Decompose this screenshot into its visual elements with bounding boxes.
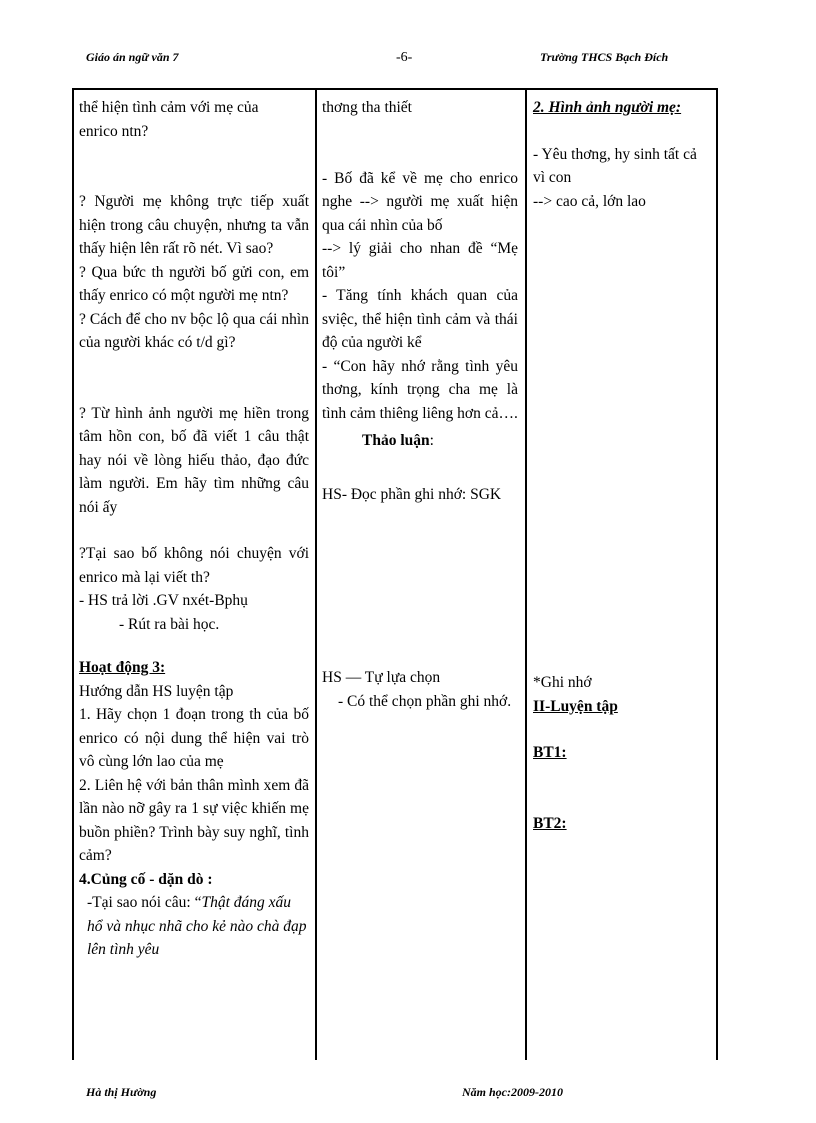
consolidation-prefix: -Tại sao nói câu: “ [87,894,202,911]
exercise-1: BT1: [533,744,567,761]
column-divider-2 [525,90,527,1060]
question-2: ? Qua bức th người bố gửi con, em thấy enrico có một người mẹ ntn? [79,263,309,304]
activity-3-description: Hướng dẫn HS luyện tập [79,682,234,700]
answer-1: - Bố đã kể về mẹ cho enrico nghe --> người mẹ xuất hiện qua cái nhìn của bố [322,169,518,234]
practice-heading: II-Luyện tập [533,697,618,715]
answer-0: thơng tha thiết [322,99,412,116]
footer-author: Hà thị Hường [86,1085,157,1099]
consolidation-question [79,891,309,962]
page-number: -6- [396,50,413,65]
answer-4: - “Con hãy nhớ rằng tình yêu thơng, kính trọng cha mẹ là tình cảm thiêng liêng hơn cả…. [322,357,518,422]
question-4: ? Từ hình ảnh người mẹ hiền trong tâm hồn con, bố đã viết 1 câu thật hay nói về lòng hiếu thảo, đạo đức làm người. Em hãy tìm những câu nói ấy [79,404,309,516]
task-1: 1. Hãy chọn 1 đoạn trong th của bố enrico có nội dung thể hiện vai trò vô cùng lớn lao của mẹ [79,706,309,770]
consolidation-quote: Thật đáng xấu hổ và nhục nhã cho kẻ nào chà đạp lên tình yêu [87,894,307,958]
table-left-border [72,90,74,1060]
exercise-2: BT2: [533,814,567,832]
answer-6: HS — Tự lựa chọn [322,669,441,686]
question-6: - HS trả lời .GV nxét-Bphụ [79,592,248,609]
task-2: 2. Liên hệ với bản thân mình xem đã lần nào nỡ gây ra 1 sự việc khiến mẹ buồn phiền? Trình bày suy nghĩ, tình cảm? [79,776,309,864]
question-3: ? Cách để cho nv bộc lộ qua cái nhìn của người khác có t/d gì? [79,310,309,351]
footer-school-year: Năm học:2009-2010 [462,1085,563,1099]
student-activity-column [322,96,518,713]
column-divider-1 [315,90,317,1060]
content-1: - Yêu thơng, hy sinh tất cả vì con [533,145,697,186]
teacher-activity-column [79,96,309,962]
content-2: --> cao cả, lớn lao [533,192,646,210]
question-1: ? Người mẹ không trực tiếp xuất hiện trong câu chuyện, nhưng ta vẫn thấy hiện lên rất rõ nét. Vì sao? [79,193,309,257]
question-5: ?Tại sao bố không nói chuyện với enrico mà lại viết th? [79,545,309,586]
section-2-heading: 2. Hình ảnh người mẹ: [533,99,682,116]
answer-2: --> lý giải cho nhan đề “Mẹ tôi” [322,240,518,281]
answer-3: - Tăng tính khách quan của sviệc, thể hiện tình cảm và thái độ của người kể [322,287,518,351]
answer-5: HS- Đọc phần ghi nhớ: SGK [322,485,502,503]
table-top-border [72,88,718,90]
header-right: Trường THCS Bạch Đích [540,50,669,64]
question-0a: thể hiện tình cảm với mẹ của [79,99,259,116]
note-label: *Ghi nhớ [533,674,592,691]
content-column [533,96,709,835]
discussion-label: Thảo luận: [362,432,434,449]
consolidation-heading: 4.Củng cố - dặn dò : [79,870,213,888]
header-left: Giáo án ngữ văn 7 [86,50,179,64]
answer-7: - Có thể chọn phần ghi nhớ. [338,692,512,710]
activity-3-heading: Hoạt động 3: [79,659,166,676]
question-0b: enrico ntn? [79,122,149,140]
table-right-border [716,90,718,1060]
question-7: - Rút ra bài học. [119,615,220,633]
